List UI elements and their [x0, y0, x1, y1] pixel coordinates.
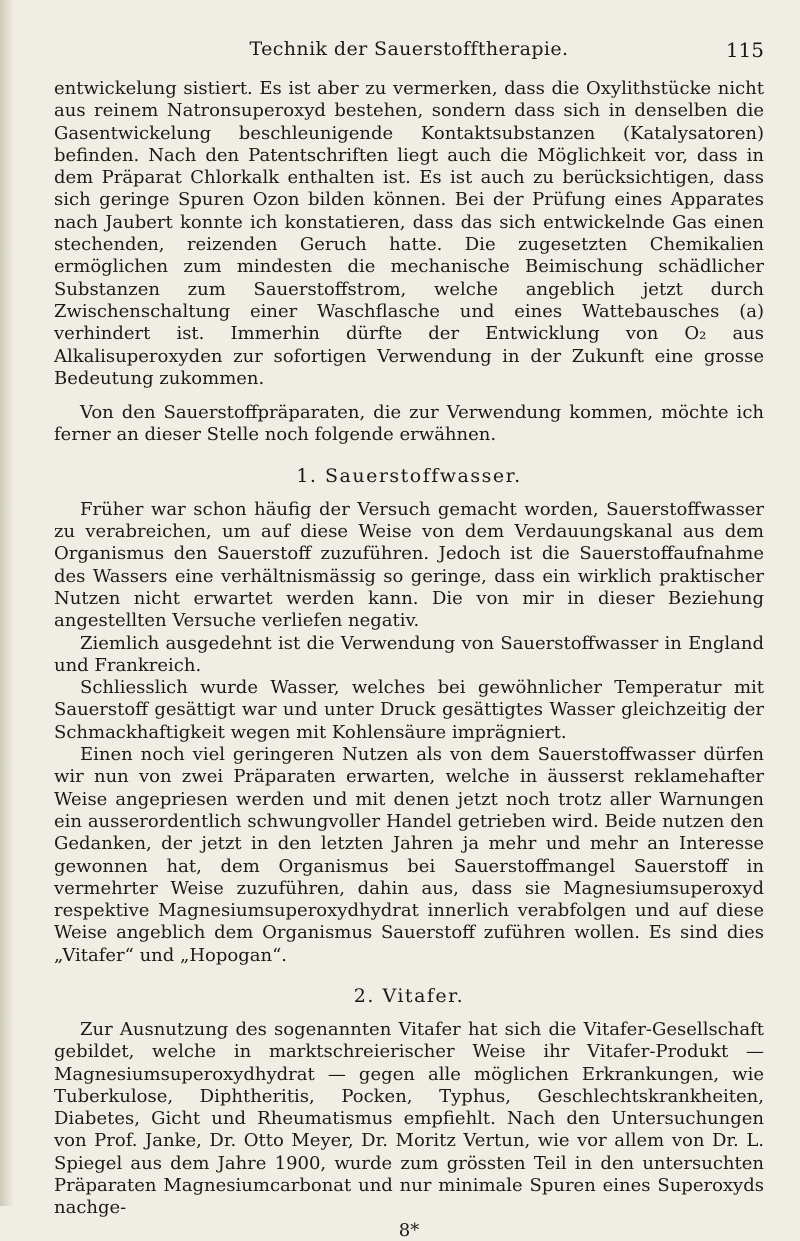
paragraph: Einen noch viel geringeren Nutzen als von dem Sauerstoffwasser dürfen wir nun von zwei Präparaten erwarten, welche in äusserst reklamehafter Weise angepriesen werden und mit denen jetzt noch trotz aller Warnungen ein ausserordentlich schwungvoller Handel getrieben wird. Beide nutzen den Gedanken, der jetzt in den letzten Jahren ja mehr und mehr an Interesse gewonnen hat, dem Organismus bei Sauerstoffmangel Sauerstoff in vermehrter Weise zuzuführen, dahin aus, dass sie Magnesiumsuperoxyd respektive Magnesiumsuperoxydhydrat innerlich verabfolgen und auf diese Weise angeblich dem Organismus Sauerstoff zuführen wollen. Es sind dies „Vitafer“ und „Hopogan“. [54, 744, 764, 966]
section-heading: 1. Sauerstoffwasser. [296, 464, 522, 487]
paragraph: Früher war schon häufig der Versuch gemacht worden, Sauerstoffwasser zu verabreichen, um auf diese Weise von dem Verdauungskanal aus dem Organismus den Sauerstoff zuzuführen. Jedoch ist die Sauerstoffaufnahme des Wassers eine verhältnismässig so geringe, dass ein wirklich praktischer Nutzen nicht erwartet werden kann. Die von mir in dieser Beziehung angestellten Versuche verliefen negativ. [54, 498, 764, 632]
paragraph: Zur Ausnutzung des sogenannten Vitafer hat sich die Vitafer-Gesellschaft gebildet, welche in marktschreierischer Weise ihr Vitafer-Produkt — Magnesiumsuperoxydhydrat — gegen alle möglichen Erkrankungen, wie Tuberkulose, Diphtheritis, Pocken, Typhus, Geschlechtskrankheiten, Diabetes, Gicht und Rheumatismus empfiehlt. Nach den Untersuchungen von Prof. Janke, Dr. Otto Meyer, Dr. Moritz Vertun, wie vor allem von Dr. L. Spiegel aus dem Jahre 1900, wurde zum grössten Teil in den untersuchten Präparaten Magnesiumcarbonat und nur minimale Spuren eines Superoxyds nachge- [54, 1018, 764, 1219]
page-number: 115 [725, 38, 764, 62]
page-edge-shadow [0, 0, 14, 1206]
paragraph: entwickelung sistiert. Es ist aber zu vermerken, dass die Oxylithstücke nicht aus reinem Natronsuperoxyd bestehen, sondern dass sich in denselben die Gasentwickelung beschleunigende Kontaktsubstanzen (Katalysatoren) befinden. Nach den Patentschriften liegt auch die Möglichkeit vor, dass in dem Präparat Chlorkalk enthalten ist. Es ist auch zu berücksichtigen, dass sich geringe Spuren Ozon bilden können. Bei der Prüfung eines Apparates nach Jaubert konnte ich konstatieren, dass das sich entwickelnde Gas einen stechenden, reizenden Geruch hatte. Die zugesetzten Chemikalien ermöglichen zum mindesten die mechanische Beimischung schädlicher Substanzen zum Sauerstoffstrom, welche angeblich jetzt durch Zwischenschaltung einer Waschflasche und eines Wattebausches (a) verhindert ist. Immerhin dürfte der Entwicklung von O₂ aus Alkalisuperoxyden zur sofortigen Verwendung in der Zukunft eine grosse Bedeutung zukommen. [54, 78, 764, 389]
paragraph: Schliesslich wurde Wasser, welches bei gewöhnlicher Temperatur mit Sauerstoff gesättigt war und unter Druck gesättigtes Wasser gleichzeitig der Schmackhaftigkeit wegen mit Kohlensäure imprägniert. [54, 677, 764, 743]
paragraph: Ziemlich ausgedehnt ist die Verwendung von Sauerstoffwasser in England und Frankreich. [54, 632, 764, 676]
page-header [54, 38, 764, 78]
book-page [54, 38, 764, 1241]
section-heading: 2. Vitafer. [353, 984, 465, 1007]
running-title: Technik der Sauerstofftherapie. [249, 38, 569, 60]
paragraph: Von den Sauerstoffpräparaten, die zur Verwendung kommen, möchte ich ferner an dieser Stelle noch folgende erwähnen. [54, 402, 764, 446]
printer-signature: 8* [398, 1219, 420, 1241]
